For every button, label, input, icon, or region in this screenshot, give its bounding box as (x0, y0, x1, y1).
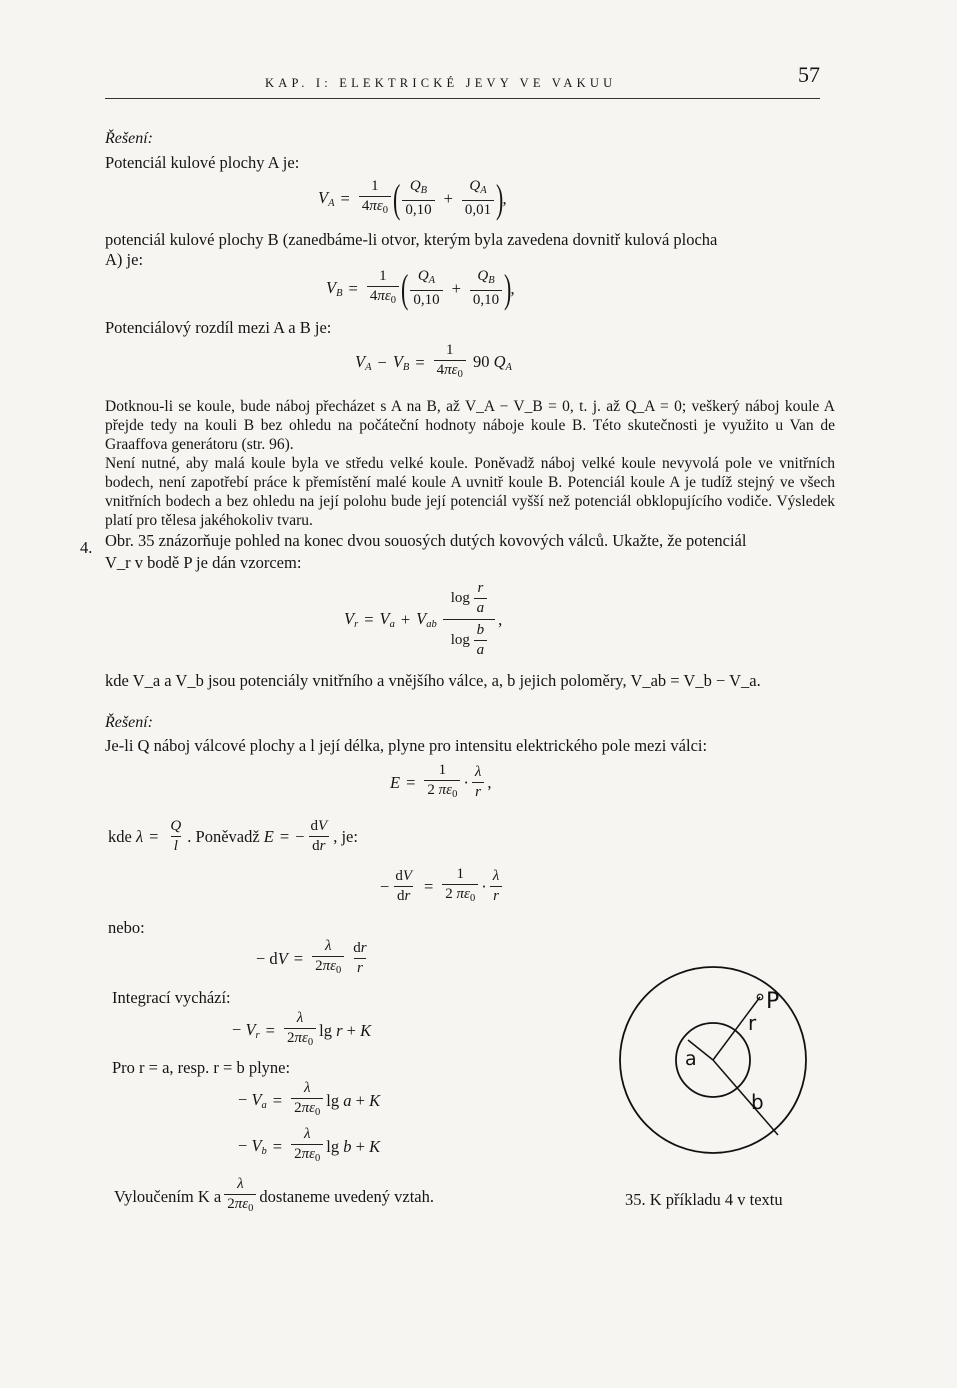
equation-dv: − dV = $\frac{\lambda}{2\pi\varepsilon_0}$ $\frac{dr}{r}$ (256, 938, 373, 979)
equation-vb: $V_B$ = $\frac{1}{4\pi\varepsilon_0}$ ( $\frac{Q_A}{0,10}$ + $\frac{Q_B}{0,10}$ ) , (326, 265, 515, 311)
text-line: nebo: (108, 918, 145, 937)
radius-b-line (713, 1060, 778, 1135)
equation-vr: $V_r$ = $V_a$ + $V_{ab}$ log $\frac{r}{a}$ log $\frac{b}{a}$ , (344, 580, 503, 658)
header-rule (105, 98, 820, 99)
running-title: KAP. I: ELEKTRICKÉ JEVY VE VAKUU (265, 76, 617, 90)
equation-neg-va: − $V_a$ = $\frac{\lambda}{2\pi\varepsilon_0}$ lg a + K (238, 1080, 380, 1121)
text-line: V_r v bodě P je dán vzorcem: (105, 553, 302, 572)
label-a: a (685, 1048, 697, 1070)
page-number: 57 (798, 62, 820, 87)
text-line: Integrací vychází: (112, 988, 231, 1007)
problem-number: 4. (80, 538, 93, 557)
label-b: b (751, 1090, 764, 1114)
text-line: Potenciál kulové plochy A je: (105, 153, 300, 172)
solution-heading: Řešení: (105, 130, 153, 147)
text-line: A) je: (105, 250, 144, 269)
text-line: Obr. 35 znázorňuje pohled na konec dvou souosých dutých kovových válců. Ukažte, že potenciál (105, 531, 747, 550)
equation-dvdr: − $\frac{dV}{dr}$ = $\frac{1}{2 \pi\varepsilon_0}$ · $\frac{\lambda}{r}$ (380, 866, 505, 907)
text-line: Je-li Q náboj válcové plochy a l její délka, plyne pro intensitu elektrického pole mezi válci: (105, 736, 708, 755)
text-line: Pro r = a, resp. r = b plyne: (112, 1058, 291, 1077)
text-line: potenciál kulové plochy B (zanedbáme-li otvor, kterým byla zavedena dovnitř kulová plocha (105, 230, 718, 249)
equation-lambda: kde λ = $\frac{Q}{l}$ . Poněvadž E = − $\frac{dV}{dr}$ , je: (108, 818, 358, 854)
equation-va-vb: $V_A$ − $V_B$ = $\frac{1}{4\pi\varepsilon_0}$ 90 $Q_A$ (355, 342, 512, 383)
equation-neg-vr: − $V_r$ = $\frac{\lambda}{2\pi\varepsilon_0}$ lg r + K (232, 1010, 371, 1051)
equation-e: E = $\frac{1}{2 \pi\varepsilon_0}$ · $\frac{\lambda}{r}$ , (390, 762, 491, 803)
figure-caption: 35. K příkladu 4 v textu (625, 1190, 783, 1209)
figure-coaxial-cylinders (610, 950, 880, 1190)
paragraph: Dotknou-li se koule, bude náboj přecházet s A na B, až V_A − V_B = 0, t. j. až Q_A = 0; veškerý náboj koule A přejde tedy na kouli B bez ohledu na počáteční hodnoty náboje koule B. Této skutečnosti je využito u Van de Graaffova generátoru (str. 96). Není nutné, aby malá koule byla ve středu velké koule. Poněvadž náboj velké koule nevyvolá pole ve vnitřních bodech, není zapotřebí práce k přemístění malé koule A uvnitř koule B. Potenciál koule A je tudíž stejný ve všech vnitřních bodech a bez ohledu na její polohu bude její potenciál vyšší než potenciál obklopujícího vodiče. Výsledek platí pro tělesa jakéhokoliv tvaru. (105, 398, 835, 529)
text-line: Potenciálový rozdíl mezi A a B je: (105, 318, 332, 337)
text-conclusion: Vyloučením K a $\frac{\lambda}{2\pi\varepsilon_0}$ dostaneme uvedený vztah. (114, 1176, 434, 1217)
label-p: P (766, 989, 780, 1014)
text-line: kde V_a a V_b jsou potenciály vnitřního a vnějšího válce, a, b jejich poloměry, V_ab = V_b − V_a. (105, 671, 761, 690)
equation-neg-vb: − $V_b$ = $\frac{\lambda}{2\pi\varepsilon_0}$ lg b + K (238, 1126, 380, 1167)
equation-va: $V_A$ = $\frac{1}{4\pi\varepsilon_0}$ ( $\frac{Q_B}{0,10}$ + $\frac{Q_A}{0,01}$ ) , (318, 175, 507, 221)
label-r: r (748, 1011, 757, 1035)
solution-heading: Řešení: (105, 714, 153, 731)
